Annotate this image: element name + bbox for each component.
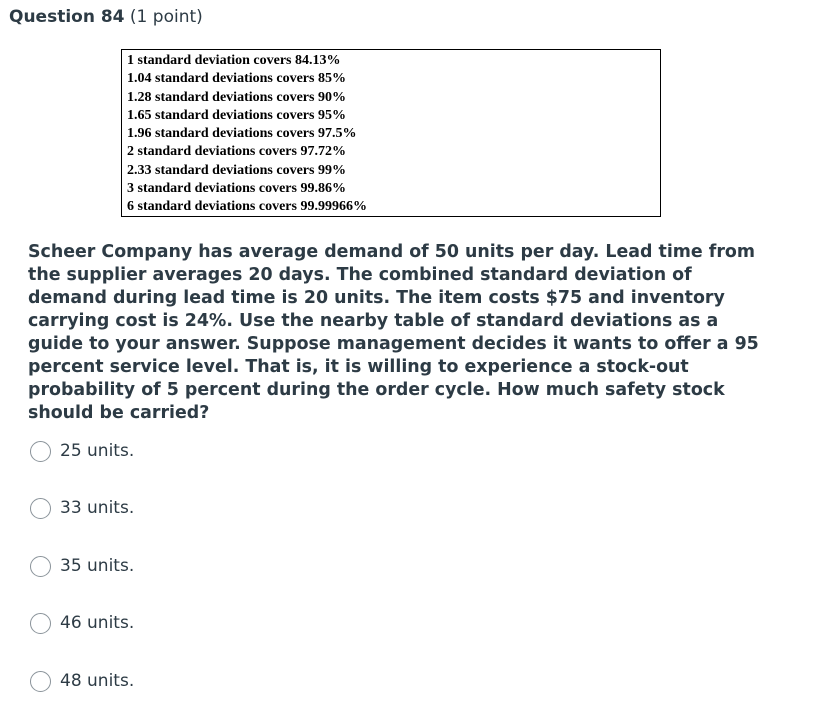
answer-label: 33 units. xyxy=(60,498,135,518)
table-row: 6 standard deviations covers 99.99966% xyxy=(127,199,367,215)
radio-button-icon[interactable] xyxy=(30,441,51,462)
table-row: 1.96 standard deviations covers 97.5% xyxy=(127,126,357,142)
question-title: Question 84 xyxy=(9,7,125,27)
answer-option-35[interactable] xyxy=(30,551,134,581)
radio-button-icon[interactable] xyxy=(30,498,51,519)
standard-deviation-table xyxy=(121,49,661,217)
answer-option-46[interactable] xyxy=(30,608,134,638)
question-body: Scheer Company has average demand of 50 units per day. Lead time from the supplier averages 20 days. The combined standard deviation of demand during lead time is 20 units. The item costs $75 and inventory carrying cost is 24%. Use the nearby table of standard deviations as a guide to your answer. Suppose management decides it wants to offer a 95 percent service level. That is, it is willing to experience a stock-out probability of 5 percent during the order cycle. How much safety stock should be carried? xyxy=(28,242,759,423)
question-header xyxy=(9,6,203,28)
answer-option-33[interactable] xyxy=(30,493,134,523)
radio-button-icon[interactable] xyxy=(30,613,51,634)
table-row: 1.65 standard deviations covers 95% xyxy=(127,107,346,123)
answer-label: 48 units. xyxy=(60,671,135,691)
table-row: 1.28 standard deviations covers 90% xyxy=(127,89,346,105)
answer-label: 25 units. xyxy=(60,441,135,461)
table-row: 3 standard deviations covers 99.86% xyxy=(127,181,346,197)
table-row: 1.04 standard deviations covers 85% xyxy=(127,71,346,87)
table-row: 2.33 standard deviations covers 99% xyxy=(127,162,346,178)
question-points: (1 point) xyxy=(129,7,203,27)
answer-label: 46 units. xyxy=(60,613,135,633)
answer-label: 35 units. xyxy=(60,556,135,576)
radio-button-icon[interactable] xyxy=(30,671,51,692)
answer-option-48[interactable] xyxy=(30,666,134,696)
answer-option-25[interactable] xyxy=(30,436,134,466)
radio-button-icon[interactable] xyxy=(30,556,51,577)
table-row: 2 standard deviations covers 97.72% xyxy=(127,144,346,160)
table-row: 1 standard deviation covers 84.13% xyxy=(127,53,341,68)
